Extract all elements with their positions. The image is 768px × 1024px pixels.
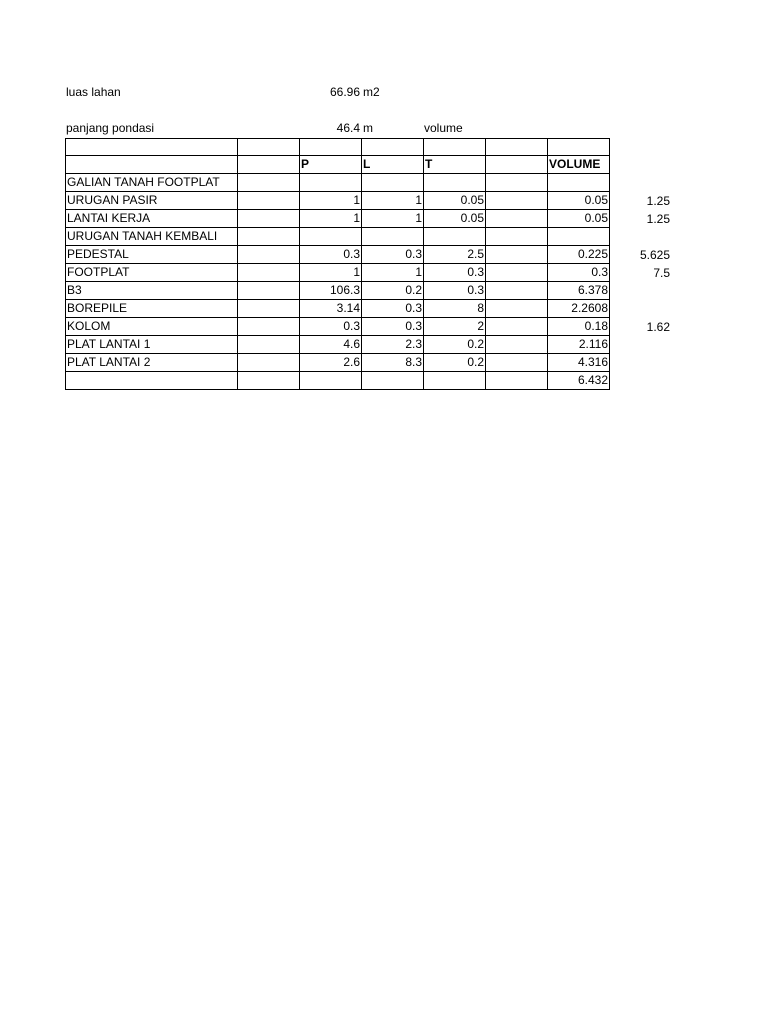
extra-value: [610, 228, 670, 246]
row-name: LANTAI KERJA: [66, 210, 238, 228]
empty-cell: [238, 174, 300, 192]
cell-p: 2.6: [300, 354, 362, 372]
cell-t: 2: [424, 318, 486, 336]
cell-p: 0.3: [300, 318, 362, 336]
empty-cell: [362, 372, 424, 390]
empty-cell: [486, 354, 548, 372]
cell-l: 0.2: [362, 282, 424, 300]
extra-value: [610, 282, 670, 300]
table-row: [66, 318, 610, 336]
panjang-pondasi-label: panjang pondasi: [66, 121, 155, 135]
empty-cell: [238, 318, 300, 336]
empty-cell: [486, 246, 548, 264]
empty-cell: [238, 354, 300, 372]
table-row: [66, 282, 610, 300]
header-cell: [66, 156, 238, 174]
luas-lahan-value: 66.96: [329, 85, 360, 99]
extra-value: 1.25: [646, 211, 670, 226]
row-name: KOLOM: [66, 318, 238, 336]
cell-t: 2.5: [424, 246, 486, 264]
cell-l: 0.3: [362, 318, 424, 336]
empty-cell: [486, 210, 548, 228]
table-row: [66, 246, 610, 264]
table-row: [66, 336, 610, 354]
extra-value: 7.5: [653, 265, 670, 280]
empty-cell: [486, 228, 548, 246]
cell-l: 1: [362, 264, 424, 282]
empty-cell: [238, 228, 300, 246]
cell-volume: 2.2608: [548, 300, 610, 318]
empty-cell: [238, 282, 300, 300]
cell-volume: 0.3: [548, 264, 610, 282]
row-name: BOREPILE: [66, 300, 238, 318]
empty-cell: [486, 300, 548, 318]
header-volume: VOLUME: [548, 156, 610, 174]
row-name: PEDESTAL: [66, 246, 238, 264]
cell-volume: 6.378: [548, 282, 610, 300]
table-row: [66, 354, 610, 372]
cell-volume: 4.316: [548, 354, 610, 372]
cell-p: 106.3: [300, 282, 362, 300]
extra-value: 1.62: [646, 319, 670, 334]
empty-cell: [486, 282, 548, 300]
empty-cell: [238, 210, 300, 228]
cell-t: [424, 174, 486, 192]
row-name: PLAT LANTAI 1: [66, 336, 238, 354]
extra-value: [610, 354, 670, 372]
empty-cell: [238, 192, 300, 210]
cell-t: 0.2: [424, 336, 486, 354]
row-name: B3: [66, 282, 238, 300]
volume-table: [65, 138, 610, 390]
cell-l: 0.3: [362, 246, 424, 264]
cell-l: 1: [362, 210, 424, 228]
empty-cell: [238, 264, 300, 282]
cell-p: [300, 228, 362, 246]
cell-t: 0.3: [424, 282, 486, 300]
cell-l: 1: [362, 192, 424, 210]
cell-p: 1: [300, 192, 362, 210]
cell-t: 0.05: [424, 210, 486, 228]
table-row: [66, 264, 610, 282]
empty-cell: [486, 192, 548, 210]
empty-cell: [300, 372, 362, 390]
row-name: FOOTPLAT: [66, 264, 238, 282]
cell-volume: 2.116: [548, 336, 610, 354]
cell-p: 1: [300, 264, 362, 282]
luas-lahan-label: luas lahan: [66, 85, 121, 99]
extra-value: [610, 174, 670, 192]
row-name: PLAT LANTAI 2: [66, 354, 238, 372]
header-t: T: [424, 156, 486, 174]
table-row: [66, 192, 610, 210]
empty-cell: [66, 372, 238, 390]
cell-t: 8: [424, 300, 486, 318]
empty-cell: [238, 246, 300, 264]
table-row: [66, 228, 610, 246]
cell-p: 0.3: [300, 246, 362, 264]
cell-p: 3.14: [300, 300, 362, 318]
cell-p: [300, 174, 362, 192]
cell-l: 2.3: [362, 336, 424, 354]
cell-volume: 0.05: [548, 192, 610, 210]
row-name: URUGAN PASIR: [66, 192, 238, 210]
empty-cell: [238, 372, 300, 390]
table-row: [66, 174, 610, 192]
panjang-pondasi-unit: m: [363, 121, 373, 135]
header-cell: [238, 156, 300, 174]
total-row: [66, 372, 610, 390]
table-row: [66, 300, 610, 318]
cell-l: 0.3: [362, 300, 424, 318]
cell-volume: 0.18: [548, 318, 610, 336]
cell-l: 8.3: [362, 354, 424, 372]
row-name: GALIAN TANAH FOOTPLAT: [66, 174, 238, 192]
cell-p: 1: [300, 210, 362, 228]
empty-cell: [486, 264, 548, 282]
header-cell: [486, 156, 548, 174]
extra-value: 5.625: [639, 247, 670, 262]
cell-volume: [548, 174, 610, 192]
blank-row: [66, 139, 610, 156]
row-name: URUGAN TANAH KEMBALI: [66, 228, 238, 246]
empty-cell: [486, 372, 548, 390]
extra-value: [610, 336, 670, 354]
cell-l: [362, 228, 424, 246]
cell-l: [362, 174, 424, 192]
panjang-pondasi-value: 46.4: [336, 121, 360, 135]
table-row: [66, 210, 610, 228]
cell-volume: 0.225: [548, 246, 610, 264]
empty-cell: [238, 300, 300, 318]
total-volume: 6.432: [548, 372, 610, 390]
extra-value: [610, 300, 670, 318]
header-l: L: [362, 156, 424, 174]
cell-t: 0.2: [424, 354, 486, 372]
header-p: P: [300, 156, 362, 174]
volume-label: volume: [424, 121, 463, 135]
cell-volume: [548, 228, 610, 246]
empty-cell: [486, 174, 548, 192]
luas-lahan-unit: m2: [363, 85, 380, 99]
empty-cell: [238, 336, 300, 354]
extra-value: 1.25: [646, 193, 670, 208]
cell-volume: 0.05: [548, 210, 610, 228]
cell-p: 4.6: [300, 336, 362, 354]
cell-t: [424, 228, 486, 246]
header-row: [66, 156, 610, 174]
cell-t: 0.3: [424, 264, 486, 282]
cell-t: 0.05: [424, 192, 486, 210]
empty-cell: [424, 372, 486, 390]
empty-cell: [486, 336, 548, 354]
empty-cell: [486, 318, 548, 336]
